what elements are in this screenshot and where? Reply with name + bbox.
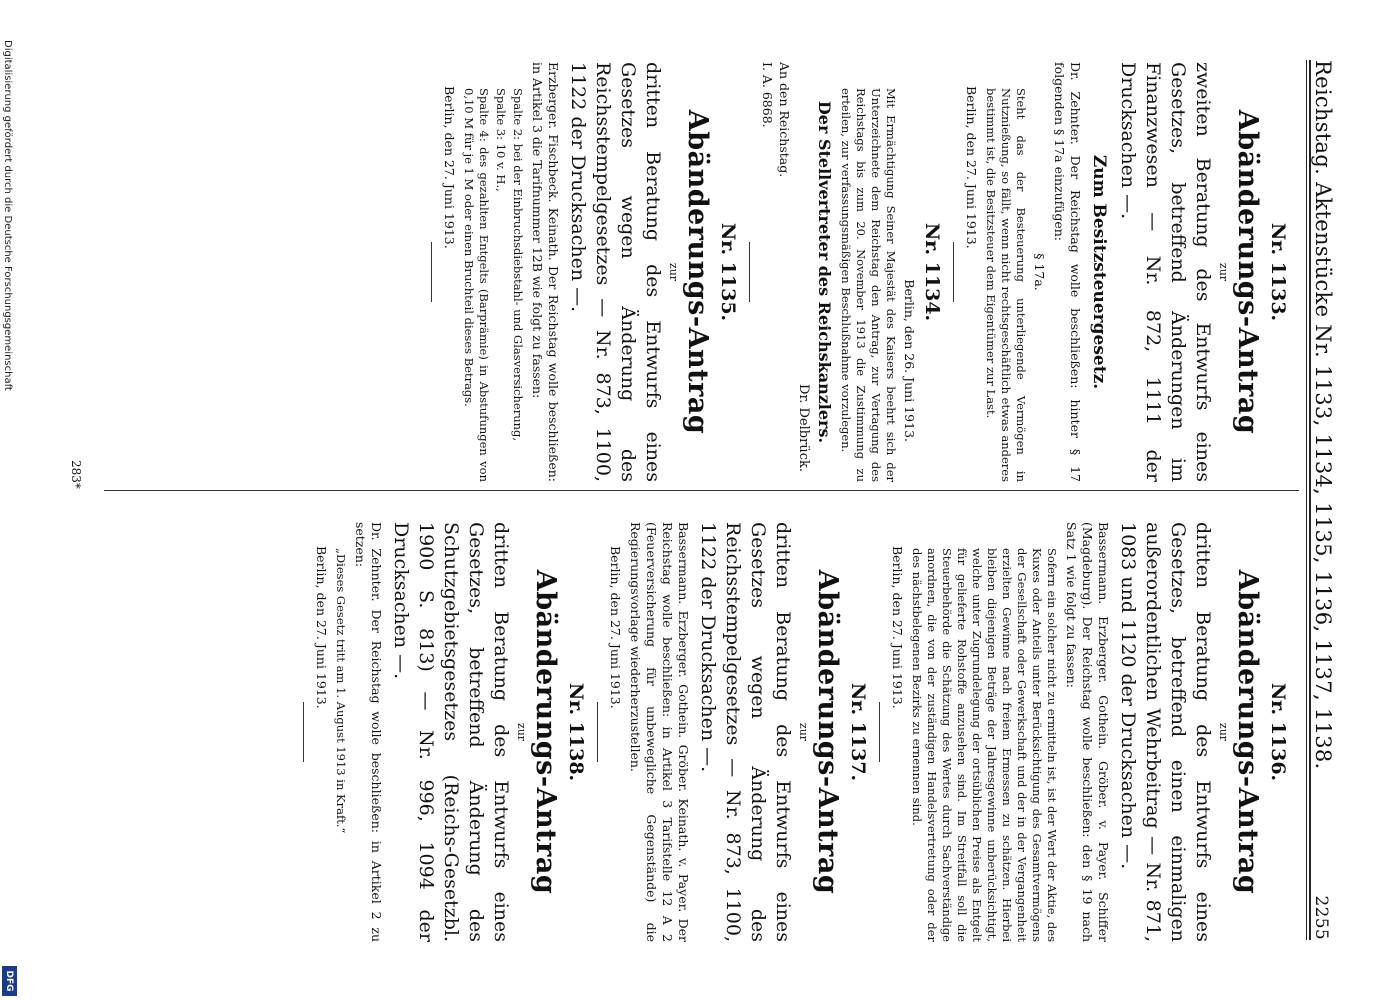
doc-type: Abänderungs-Antrag xyxy=(1232,109,1263,435)
digitization-note: Digitalisierung gefördert durch die Deutsche Forschungsgemeinschaft xyxy=(2,40,13,391)
separator-rule xyxy=(431,242,432,302)
document-1134 xyxy=(749,62,943,482)
document-1138 xyxy=(303,522,587,942)
separator-rule xyxy=(749,242,750,302)
motion-text: Dr. Zehnter. Der Reichstag wolle beschließen: in Artikel 2 zu setzen: xyxy=(353,522,384,942)
header-title: Reichstag. Aktenstücke Nr. 1133, 1134, 1135, 1136, 1137, 1138. xyxy=(1311,60,1335,770)
separator-rule xyxy=(953,242,954,302)
dateline: Berlin, den 27. Juni 1913. xyxy=(890,546,905,709)
signature-title: Der Stellvertreter des Reichskanzlers. xyxy=(815,100,834,444)
header-rule xyxy=(1306,60,1307,940)
separator-rule xyxy=(879,702,880,762)
motion-text: Dr. Zehnter. Der Reichstag wolle beschließen: hinter § 17 folgenden § 17a einzufügen: xyxy=(1052,62,1083,482)
dateline: Berlin, den 26. Juni 1913. xyxy=(902,279,917,442)
motion-text: Bassermann. Erzberger. Gothein. Gröber. v. Payer. Schiffer (Magdeburg). Der Reichstag wolle beschließen: den § 19 nach Satz 1 wie folgt zu fassen: xyxy=(1064,522,1111,942)
doc-number: Nr. 1133. xyxy=(1267,222,1289,322)
document-1136 xyxy=(879,522,1289,942)
doc-zur: zur xyxy=(797,722,810,742)
inserted-text: Steht das der Besteuerung unterliegende Vermögen in Nutznießung, so fällt, wenn nicht rechtsgeschäftlich etwas anderes bestimmt ist, die Besitzsteuer dem Eigentümer zur Last. xyxy=(984,88,1028,482)
doc-number: Nr. 1134. xyxy=(921,222,943,322)
doc-number: Nr. 1137. xyxy=(847,682,869,782)
doc-type: Abänderungs-Antrag xyxy=(530,569,561,895)
running-head xyxy=(1309,60,1341,940)
right-column xyxy=(104,522,1299,942)
document-1133 xyxy=(953,62,1289,482)
header-page-number: 2255 xyxy=(1311,895,1331,940)
doc-type: Abänderungs-Antrag xyxy=(1232,569,1263,895)
motion-text: Bassermann. Erzberger. Gothein. Gröber. Keinath. v. Payer. Der Reichstag wolle beschließen: in Artikel 3 Tarifstelle 12 A 2 (Feuerversicherung für unbewegliche Gegenstände) die Regierungsvorlage wiederherzustellen. xyxy=(628,522,691,942)
paragraph-heading: § 17a. xyxy=(1032,253,1047,291)
doc-number: Nr. 1136. xyxy=(1267,682,1289,782)
motion-text: Erzberger. Fischbeck. Keinath. Der Reichstag wolle beschließen: in Artikel 3 die Tarifnummer 12B wie folgt zu fassen: xyxy=(530,62,561,482)
doc-subject: dritten Beratung des Entwurfs eines Gesetzes, betreffend einen einmaligen außerordentlichen Wehrbeitrag — Nr. 871, 1083 und 1120 der Drucksachen —. xyxy=(1117,522,1214,942)
spalte-2: Spalte 2: bei der Einbruchsdiebstahl- und Glasversicherung, xyxy=(511,88,525,442)
left-column xyxy=(104,62,1299,482)
separator-rule xyxy=(597,702,598,762)
doc-zur: zur xyxy=(1217,722,1230,742)
signature-name: Dr. Delbrück. xyxy=(796,384,811,472)
doc-type: Abänderungs-Antrag xyxy=(682,109,713,435)
dfg-logo: DFG xyxy=(2,966,17,996)
separator-rule xyxy=(303,702,304,762)
doc-number: Nr. 1135. xyxy=(717,222,739,322)
dateline: Berlin, den 27. Juni 1913. xyxy=(608,546,623,709)
dateline: Berlin, den 27. Juni 1913. xyxy=(314,546,329,709)
column-divider xyxy=(104,490,1299,491)
inserted-text: „Dieses Gesetz tritt am 1. August 1913 in Kraft.“ xyxy=(334,548,348,834)
spalte-3: Spalte 3: 10 v. H., xyxy=(494,88,508,192)
footer-page-mark: 283* xyxy=(69,460,83,489)
doc-type: Abänderungs-Antrag xyxy=(812,569,843,895)
document-1135 xyxy=(431,62,739,482)
dateline: Berlin, den 27. Juni 1913. xyxy=(964,86,979,249)
doc-subject: dritten Beratung des Entwurfs eines Gesetzes wegen Änderung des Reichsstempelgesetzes — Nr. 873, 1100, 1122 der Drucksachen —. xyxy=(567,62,664,482)
doc-number: Nr. 1138. xyxy=(565,682,587,782)
doc-subject: zweiten Beratung des Entwurfs eines Gesetzes, betreffend Änderungen im Finanzwesen — Nr. 872, 1111 der Drucksachen —. xyxy=(1117,62,1214,482)
doc-zur: zur xyxy=(667,262,680,282)
doc-zur: zur xyxy=(1217,262,1230,282)
letter-text: Mit Ermächtigung Seiner Majestät des Kaisers beehrt sich der Unterzeichnete dem Reichstag den Antrag, zur Vertagung des Reichstags bis zum 20. November 1913 die Zustimmung zu erteilen, zur verfassungsmäßigen Beschlußnahme vorzulegen. xyxy=(839,88,898,482)
document-1137 xyxy=(597,522,869,942)
doc-subject: dritten Beratung des Entwurfs eines Gesetzes wegen Änderung des Reichsstempelgesetzes — Nr. 873, 1100, 1122 der Drucksachen —. xyxy=(697,522,794,942)
section-heading: Zum Besitzsteuergesetz. xyxy=(1089,154,1109,390)
doc-subject: dritten Beratung des Entwurfs eines Gesetzes, betreffend Änderung des Schutzgebietsgesetzes (Reichs-Gesetzbl. 1900 S. 813) — Nr. 996, 1094 der Drucksachen —. xyxy=(390,522,512,942)
address: An den Reichstag. xyxy=(777,62,792,178)
inserted-text: Sofern ein solcher nicht zu ermitteln ist, ist der Wert der Aktie, des Kuxes oder Anteils unter Berücksichtigung des Gesamtvermögens der Gesellschaft oder Gewerkschaft und der in der Vergangenheit erzielten Gewinne nach freiem Ermessen zu schätzen. Hierbei bleiben diejenigen Beträge der Jahresgewinne unberücksichtigt, welche unter Zugrundelegung der ortsüblichen Preise als Entgelt für gelieferte Rohstoffe anzusehen sind. Im Streitfall soll die Steuerbehörde die Schätzung des Wertes durch Sachverständige anordnen, die von der zuständigen Handelsvertretung oder der des nächstbelegenen Bezirks zu ernennen sind. xyxy=(910,548,1059,942)
doc-zur: zur xyxy=(515,722,528,742)
reference-number: I. A. 6868. xyxy=(760,62,775,128)
dateline: Berlin, den 27. Juni 1913. xyxy=(442,86,457,249)
spalte-4: Spalte 4: des gezahlten Entgelts (Barprämie) in Abstufungen von 0,10 M für je 1 M oder einen Bruchteil dieses Betrags. xyxy=(462,88,491,482)
